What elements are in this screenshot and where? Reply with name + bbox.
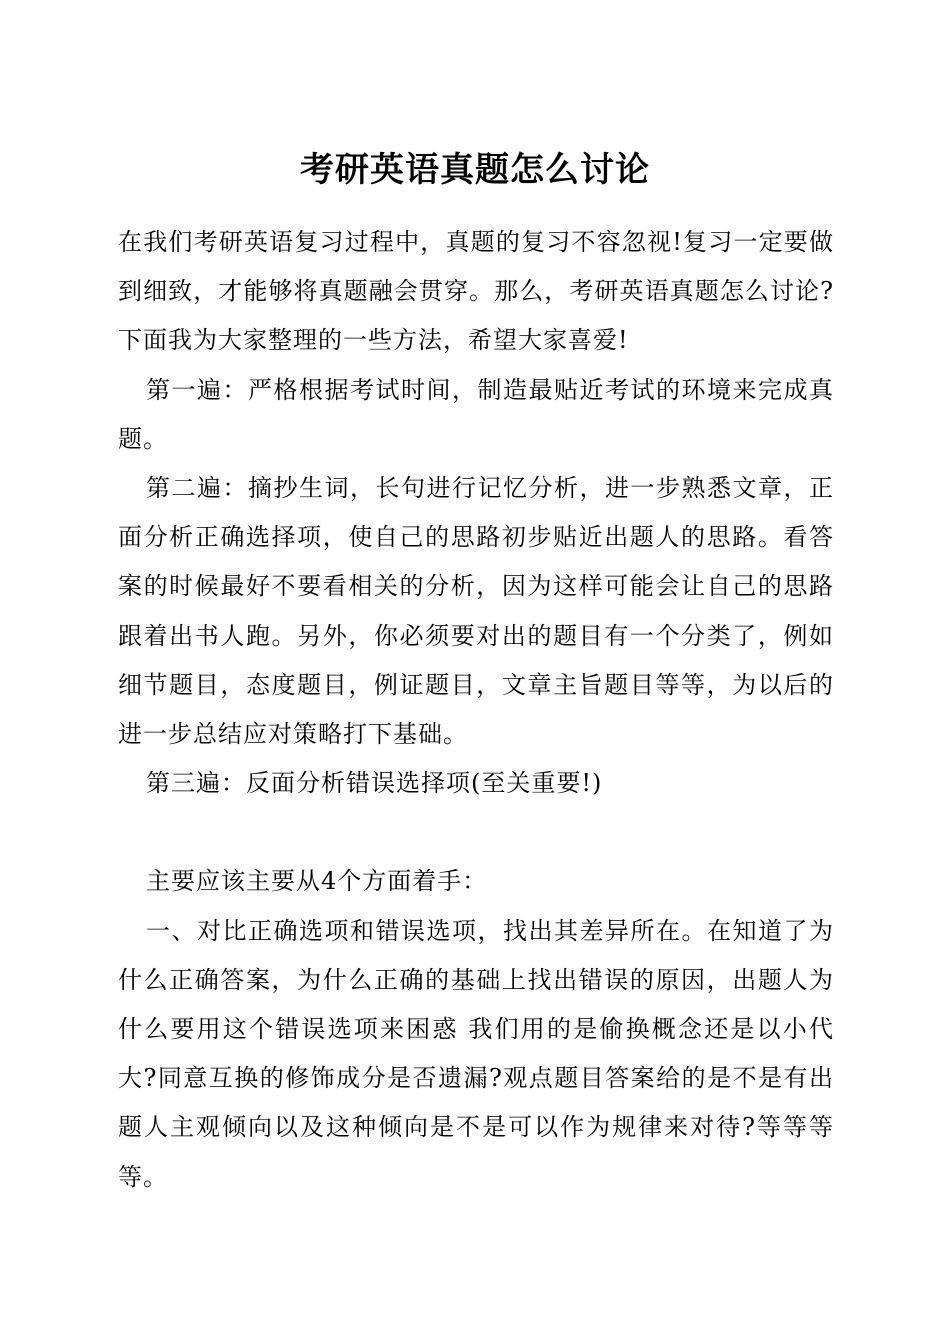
four-aspects-heading: 主要应该主要从4个方面着手： <box>146 867 488 896</box>
intro-paragraph: 在我们考研英语复习过程中，真题的复习不容忽视!复习一定要做到细致，才能够将真题融会贯穿。那么，考研英语真题怎么讨论?下面我为大家整理的一些方法，希望大家喜爱! <box>118 228 834 355</box>
aspect-one-paragraph: 一、对比正确选项和错误选项，找出其差异所在。在知道了为什么正确答案，为什么正确的基础上找出错误的原因，出题人为什么要用这个错误选项来困惑 我们用的是偷换概念还是以小代大?同意互换的修饰成分是否遗漏?观点题目答案给的是不是有出题人主观倾向以及这种倾向是不是可以作为规律来对待?等等等等。 <box>118 916 834 1191</box>
first-pass-paragraph: 第一遍：严格根据考试时间，制造最贴近考试的环境来完成真题。 <box>118 375 834 453</box>
second-pass-paragraph: 第二遍：摘抄生词，长句进行记忆分析，进一步熟悉文章，正面分析正确选择项，使自己的思路初步贴近出题人的思路。看答案的时候最好不要看相关的分析，因为这样可能会让自己的思路跟着出书人跑。另外，你必须要对出的题目有一个分类了，例如细节题目，态度题目，例证题目，文章主旨题目等等，为以后的进一步总结应对策略打下基础。 <box>118 474 834 749</box>
third-pass-paragraph: 第三遍：反面分析错误选择项(至关重要!) <box>146 769 603 798</box>
blank-line <box>118 808 834 857</box>
document-body <box>118 218 834 1202</box>
document-title: 考研英语真题怎么讨论 <box>300 150 650 190</box>
